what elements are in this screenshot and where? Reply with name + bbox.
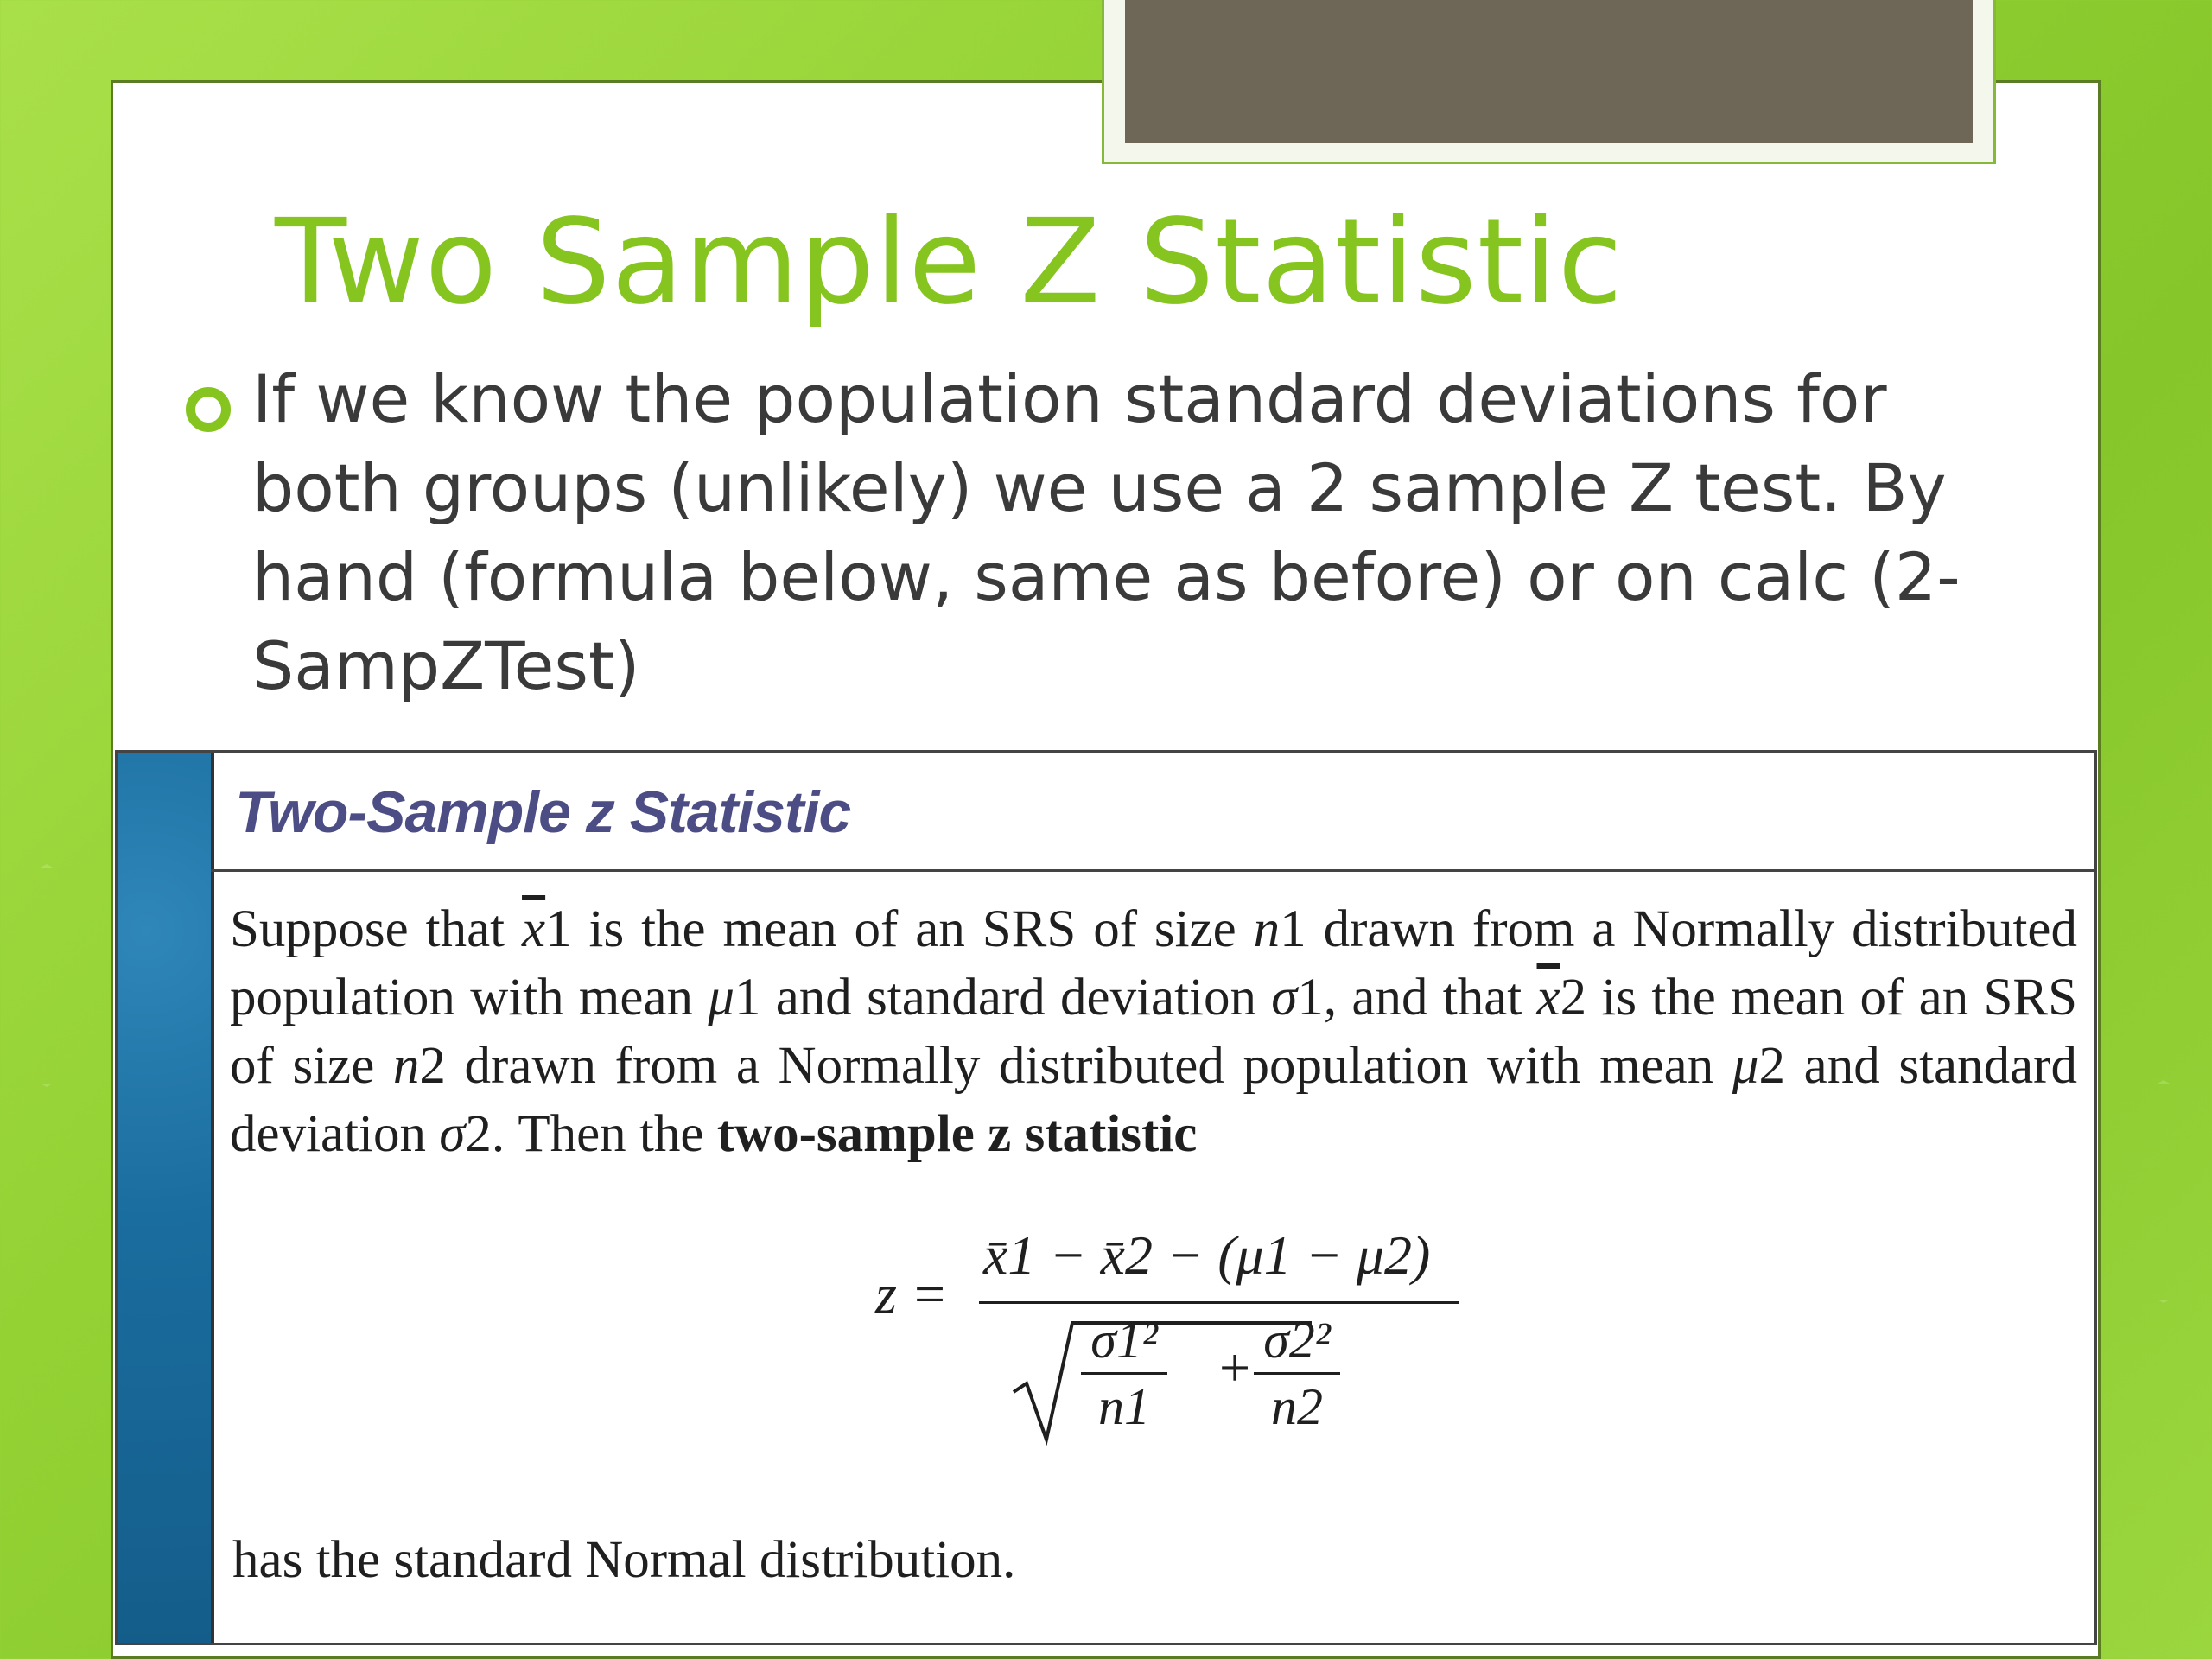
n1-symbol: n1 [1098, 1378, 1150, 1435]
x-bar-symbol: $\overline{x}$ [1536, 969, 1560, 1027]
formula-lhs: z = [875, 1263, 949, 1325]
text-run: 2. Then the [465, 1105, 717, 1163]
plus-sign: + [1219, 1337, 1251, 1398]
bullet-item [186, 354, 2052, 710]
bullet-ring-icon [186, 387, 231, 432]
text-run: 2 drawn from a Normally distributed population with mean [419, 1037, 1732, 1095]
mu-symbol: μ [708, 969, 734, 1027]
slide-title: Two Sample Z Statistic [275, 194, 1624, 331]
textbook-side-bar [118, 753, 214, 1643]
sigma-symbol: σ [439, 1105, 466, 1163]
textbook-excerpt-box [115, 750, 2097, 1645]
fraction-bar [1254, 1372, 1340, 1375]
x-bar-symbol: $\overline{x}$ [522, 900, 546, 958]
textbook-box-header [211, 753, 2094, 872]
bold-term: two-sample z statistic [716, 1105, 1198, 1163]
denominator-fraction-2 [1254, 1310, 1340, 1437]
n2-symbol: n2 [1271, 1378, 1323, 1435]
text-run: 2 is the mean of an SRS of size [230, 969, 2078, 1095]
sigma1-squared: σ1² [1090, 1312, 1158, 1369]
sigma2-squared: σ2² [1263, 1312, 1331, 1369]
text-run: 1 drawn from a Normally distributed population with mean [230, 900, 2077, 1027]
z-statistic-formula [875, 1224, 1480, 1448]
n-symbol: n [1253, 900, 1281, 958]
textbook-box-heading: Two-Sample z Statistic [235, 779, 851, 845]
top-tab-fill [1125, 0, 1973, 143]
textbook-definition [230, 895, 2077, 1168]
mu-symbol: μ [1732, 1037, 1759, 1095]
text-run: 2 and standard deviation [230, 1037, 2077, 1163]
top-decorative-tab [1102, 0, 1996, 164]
formula-fraction-bar [979, 1301, 1459, 1304]
closing-sentence: has the standard Normal distribution. [232, 1531, 1016, 1589]
sigma-symbol: σ [1271, 969, 1298, 1027]
bullet-text: If we know the population standard deviations for both groups (unlikely) we use a 2 sample Z test. By hand (formula below, same as before) or on calc (2-SampZTest) [252, 360, 1961, 704]
definition-paragraph [230, 895, 2077, 1168]
text-run: Suppose that [230, 900, 523, 958]
text-run: 1 and standard deviation [734, 969, 1272, 1027]
n-symbol: n [392, 1037, 420, 1095]
text-run: 1, and that [1297, 969, 1537, 1027]
text-run: 1 is the mean of an SRS of size [545, 900, 1254, 958]
fraction-bar [1081, 1372, 1167, 1375]
formula-numerator: x̄1 − x̄2 − (μ1 − μ2) [983, 1224, 1431, 1286]
denominator-fraction-1 [1081, 1310, 1167, 1437]
